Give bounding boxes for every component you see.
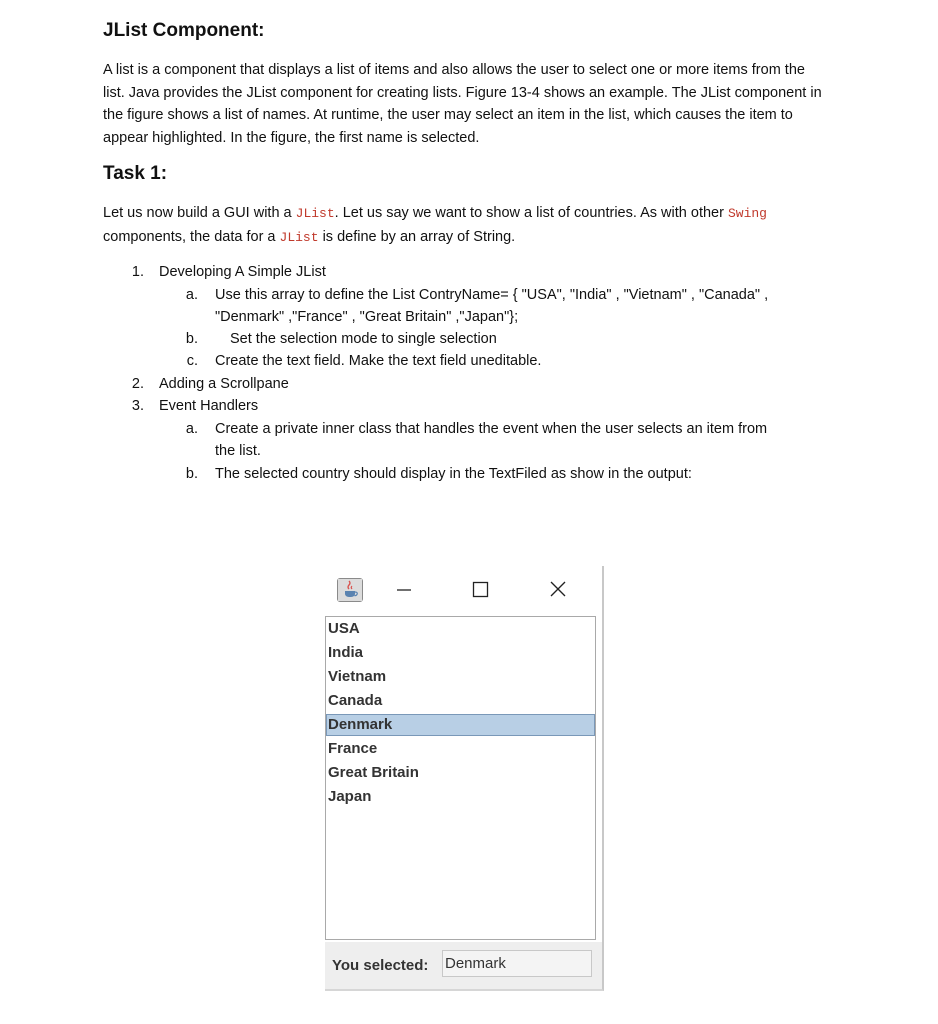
java-cup-icon[interactable] [337,578,363,602]
step-number: 3. [131,398,144,414]
step-letter: b. [185,331,198,347]
list-item[interactable]: USA [328,620,360,637]
intro-paragraph: A list is a component that displays a list of items and also allows the user to select one or more items from the list. Java provides the JList component for creating lists. Figure 13-4 shows an example. The JList component in the figure shows a list of names. At runtime, the user may select an item in the list, which causes the item to appear highlighted. In the figure, the first name is selected. [103,62,822,146]
step-1a-cont: "Denmark" ,"France" , "Great Britain" ,"Japan"}; [215,309,519,325]
step-text: Create a private inner class that handles the event when the user selects an item from [215,421,768,437]
task-heading: Task 1: [103,163,168,184]
list-item[interactable]: Great Britain [328,764,419,781]
step-text: Use this array to define the List ContryName= { "USA", "India" , "Vietnam" , "Canada" , [215,287,769,303]
page-heading: JList Component: [103,20,265,41]
step-3a-cont: the list. [215,443,261,459]
step-letter: a. [185,421,198,437]
step-text: Developing A Simple JList [159,264,326,280]
step-text: Event Handlers [159,398,259,414]
you-selected-label: You selected: [332,957,429,974]
code-jlist: JList [295,206,335,221]
list-item[interactable]: Canada [328,692,383,709]
step-number: 2. [131,376,144,392]
task-text-3: components, the data for a [103,228,280,245]
step-letter: a. [185,287,198,303]
step-text: Create the text field. Make the text field uneditable. [215,353,542,369]
maximize-icon[interactable] [465,574,495,604]
title-bar [325,566,602,612]
step-number: 1. [131,264,144,280]
list-item[interactable]: Vietnam [328,668,387,685]
task-text-1: Let us now build a GUI with a [103,205,296,221]
task-text-2: . Let us say we want to show a list of countries. As with other [334,205,728,221]
step-text: The selected country should display in the TextFiled as show in the output: [215,466,692,482]
step-letter: b. [185,466,198,482]
list-item[interactable]: Japan [328,788,372,805]
step-letter: c. [186,353,198,369]
list-item[interactable]: Denmark [326,714,595,736]
close-icon[interactable] [543,574,573,604]
minimize-icon[interactable] [389,574,419,604]
jlist-window [325,566,604,991]
list-item[interactable]: India [328,644,364,661]
task-intro-paragraph [103,202,823,249]
task-text-4: is define by an array of String. [318,228,516,245]
step-text: Set the selection mode to single selection [230,331,497,347]
country-list[interactable] [325,616,596,940]
code-jlist-2: JList [279,229,319,245]
list-item[interactable]: France [328,740,378,757]
step-text: Adding a Scrollpane [159,376,289,392]
selected-country-field[interactable]: Denmark [442,950,592,977]
selection-panel [325,942,602,989]
code-swing: Swing [727,206,767,221]
